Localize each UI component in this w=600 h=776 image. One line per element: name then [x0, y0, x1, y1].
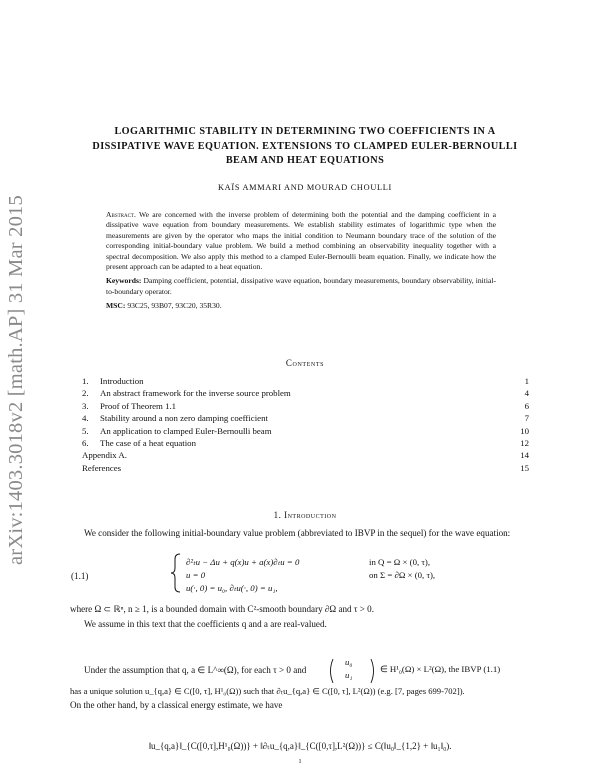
domain-sentence: where Ω ⊂ ℝⁿ, n ≥ 1, is a bounded domain with C²-smooth boundary ∂Ω and τ > 0.: [70, 604, 375, 614]
energy-estimate: ‖u_{q,a}‖_{C([0,τ],H¹₀(Ω))} + ‖∂ₜu_{q,a}‖_{C([0,τ],L²(Ω))} ≤ C(‖u₀‖_{1,2} + ‖u₁‖₀).: [148, 741, 452, 751]
toc-entry[interactable]: [82, 412, 529, 424]
equation-line: ∂²ₜu − Δu + q(x)u + a(x)∂ₜu = 0: [186, 557, 300, 567]
toc-label: Stability around a non zero damping coefficient: [100, 413, 268, 424]
toc-entry[interactable]: [82, 425, 529, 437]
assumption-sentence: We assume in this text that the coefficients q and a are real-valued.: [84, 619, 327, 629]
toc-page: 7: [524, 413, 529, 424]
toc-page: 6: [524, 400, 529, 411]
toc-label: The case of a heat equation: [100, 437, 196, 448]
arxiv-identifier: arXiv:1403.3018v2 [math.AP] 31 Mar 2015: [5, 195, 27, 565]
equation-domain: in Q = Ω × (0, τ),: [369, 557, 431, 567]
table-of-contents: [82, 375, 529, 474]
toc-page: 14: [520, 450, 529, 461]
toc-number: 1.: [82, 376, 89, 386]
toc-label: Proof of Theorem 1.1: [100, 400, 177, 411]
energy-intro: On the other hand, by a classical energy estimate, we have: [70, 700, 283, 710]
toc-entry[interactable]: [82, 449, 529, 461]
assumption-start: Under the assumption that q, a ∈ L^∞(Ω), for each τ > 0 and: [84, 665, 307, 675]
toc-page: 15: [520, 462, 529, 473]
equation-line: u = 0: [186, 570, 206, 580]
toc-page: 10: [520, 425, 529, 436]
equation-line: u(·, 0) = u₀, ∂ₜu(·, 0) = u₁,: [186, 583, 278, 593]
toc-number: 3.: [82, 400, 89, 411]
msc-text: 93C25, 93B07, 93C20, 35R30.: [127, 301, 222, 311]
section-heading: 1. Introduction: [273, 510, 337, 520]
toc-label: An abstract framework for the inverse source problem: [100, 388, 291, 399]
toc-entry[interactable]: [82, 375, 529, 387]
toc-page: 4: [524, 388, 529, 399]
toc-label: References: [82, 462, 122, 473]
equation-domain: on Σ = ∂Ω × (0, τ),: [369, 570, 436, 580]
toc-label: An application to clamped Euler-Bernoulli beam: [100, 425, 272, 436]
abstract-text: We are concerned with the inverse problem of determining both the potential and the damping coefficient in a dissipative wave equation from boundary measurements. We establish stability estimates of logarithmic type when the measurements are given by the operator who maps the initial condition to Neumann boundary trace of the solution of the corresponding initial-boundary value problem. We build a method combining an observability inequality together with a spectral decomposition. We also apply this method to a clamped Euler-Bernoulli beam equation. Finally, we indicate how the present approach can be adapted to a heat equation.: [106, 210, 497, 272]
msc-label: MSC:: [106, 301, 126, 311]
vector-top: u₀: [345, 657, 353, 667]
keywords-paragraph: [106, 276, 496, 297]
toc-number: 5.: [82, 425, 89, 436]
toc-number: 2.: [82, 388, 89, 399]
assumption-end: ∈ H¹₀(Ω) × L²(Ω), the IBVP (1.1): [380, 664, 501, 674]
msc-paragraph: [106, 301, 496, 311]
keywords-text: Damping coefficient, potential, dissipative wave equation, boundary measurements, boundary observability, initial-to-boundary operator.: [106, 276, 497, 296]
title-line: DISSIPATIVE WAVE EQUATION. EXTENSIONS TO CLAMPED EULER-BERNOULLI: [92, 140, 518, 152]
toc-entry[interactable]: [82, 437, 529, 449]
abstract-paragraph: [106, 210, 496, 272]
title-line: LOGARITHMIC STABILITY IN DETERMINING TWO COEFFICIENTS IN A: [114, 126, 496, 137]
toc-entry[interactable]: [82, 387, 529, 399]
solution-sentence: has a unique solution u_{q,a} ∈ C([0, τ], H¹₀(Ω)) such that ∂ₜu_{q,a} ∈ C([0, τ], L²(Ω)) (e.g. [7, pages 699-702]).: [70, 686, 465, 696]
page-number: 1: [298, 758, 302, 765]
vector-bottom: u₁: [345, 670, 353, 680]
toc-label: Introduction: [100, 376, 144, 386]
keywords-label: Keywords:: [106, 276, 142, 286]
toc-number: 4.: [82, 413, 89, 424]
abstract: [106, 210, 496, 316]
toc-number: 6.: [82, 437, 89, 448]
toc-entry[interactable]: [82, 400, 529, 412]
title-line: BEAM AND HEAT EQUATIONS: [225, 155, 385, 166]
toc-entry[interactable]: [82, 462, 529, 474]
authors: KAÏS AMMARI AND MOURAD CHOULLI: [217, 183, 393, 192]
toc-page: 1: [524, 376, 529, 386]
left-brace-icon: [170, 553, 182, 593]
toc-page: 12: [520, 437, 529, 448]
intro-paragraph: We consider the following initial-boundary value problem (abbreviated to IBVP in the sequel) for the wave equation:: [84, 528, 511, 538]
toc-label: Appendix A.: [82, 450, 127, 461]
contents-title: Contents: [285, 358, 325, 368]
equation-label: (1.1): [71, 571, 89, 581]
abstract-label: Abstract.: [106, 210, 136, 219]
paper-title: [70, 125, 540, 169]
